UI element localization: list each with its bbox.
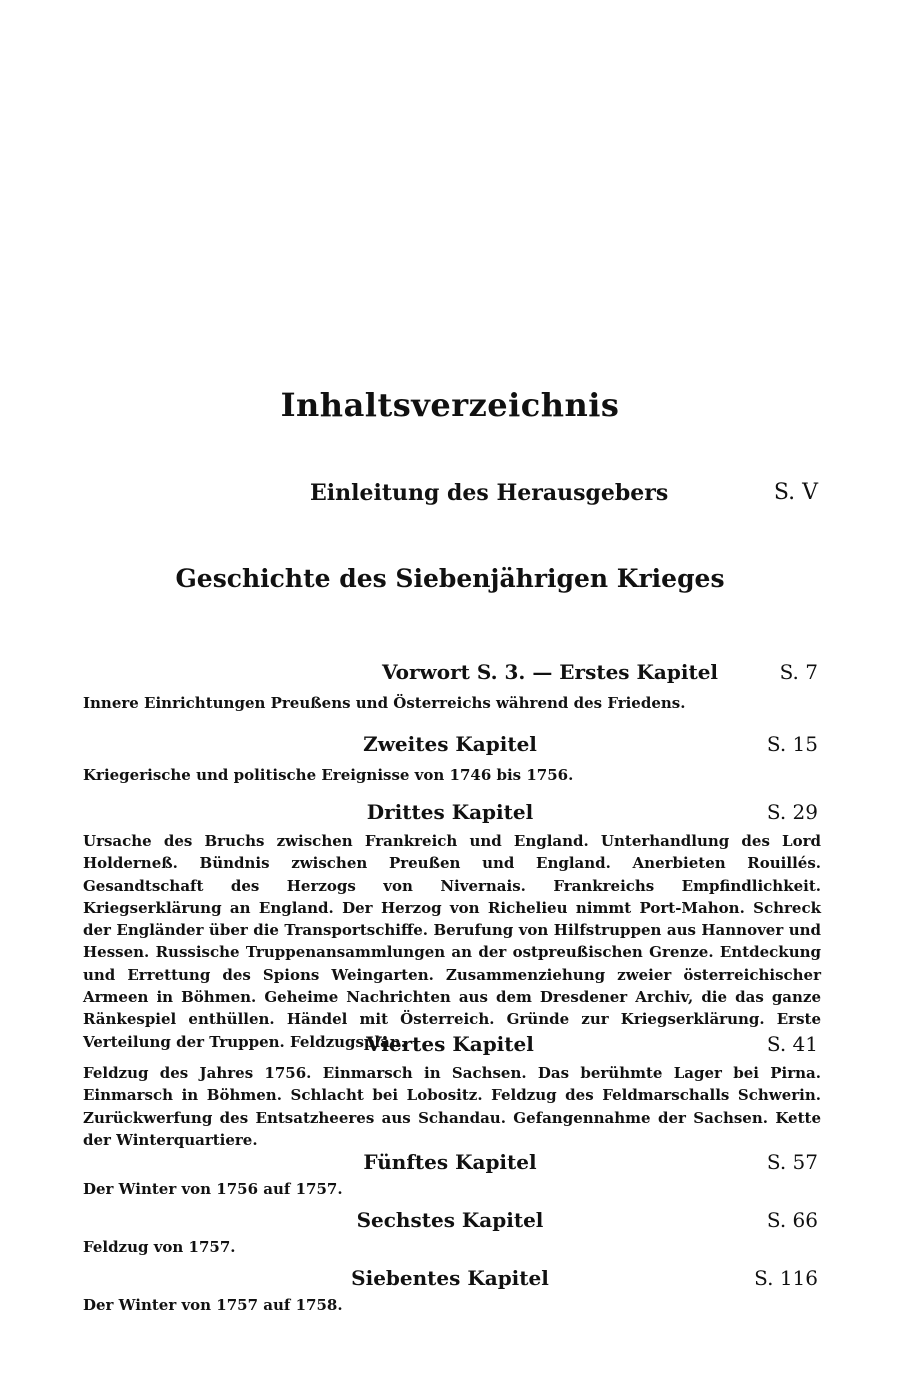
- chapter-page: S. 15: [766, 732, 818, 756]
- chapter-title: Fünftes Kapitel: [363, 1150, 537, 1174]
- chapter-description: Innere Einrichtungen Preußens und Österreichs während des Friedens.: [83, 694, 686, 712]
- introduction-label: Einleitung des Herausgebers: [310, 480, 669, 506]
- chapter-title: Viertes Kapitel: [366, 1032, 534, 1056]
- chapter-description: Ursache des Bruchs zwischen Frankreich und England. Unterhandlung des Lord Holderneß. Bündnis zwischen Preußen und England. Anerbieten Rouillés. Gesandtschaft des Herzogs von Nivernais. Frankreichs Empfindlichkeit. Kriegserklärung an England. Der Herzog von Richelieu nimmt Port-Mahon. Schreck der Engländer über die Transportschiffe. Berufung von Hilfstruppen aus Hannover und Hessen. Russische Truppenansammlungen an der ostpreußischen Grenze. Entdeckung und Errettung des Spions Weingarten. Zusammenziehung zweier österreichischer Armeen in Böhmen. Geheime Nachrichten aus dem Dresdener Archiv, die das ganze Ränkespiel enthüllen. Händel mit Österreich. Gründe zur Kriegserklärung. Erste Verteilung der Truppen. Feldzugsplan.: [83, 832, 821, 1051]
- chapter-title: Drittes Kapitel: [366, 800, 534, 824]
- chapter-title: Vorwort S. 3. — Erstes Kapitel: [381, 660, 719, 684]
- chapter-entry: [0, 732, 900, 762]
- chapter-page: S. 41: [766, 1032, 818, 1056]
- chapter-page: S. 7: [779, 660, 818, 684]
- chapter-entry: [0, 660, 900, 690]
- chapter-entry: [0, 1150, 900, 1180]
- chapter-description: Feldzug von 1757.: [83, 1238, 236, 1256]
- chapter-entry: [0, 1208, 900, 1238]
- page-title: Inhaltsverzeichnis: [280, 386, 620, 424]
- chapter-title: Sechstes Kapitel: [356, 1208, 544, 1232]
- chapter-entry: [0, 800, 900, 830]
- introduction-entry: [0, 480, 900, 512]
- introduction-page: S. V: [773, 480, 818, 505]
- chapter-page: S. 29: [766, 800, 818, 824]
- chapter-entry: [0, 1032, 900, 1062]
- chapter-entry: [0, 1266, 900, 1296]
- chapter-description: Der Winter von 1756 auf 1757.: [83, 1180, 343, 1198]
- chapter-page: S. 57: [766, 1150, 818, 1174]
- chapter-page: S. 66: [766, 1208, 818, 1232]
- section-title: Geschichte des Siebenjährigen Krieges: [175, 564, 725, 593]
- chapter-description: Der Winter von 1757 auf 1758.: [83, 1296, 343, 1314]
- chapter-description: Kriegerische und politische Ereignisse von 1746 bis 1756.: [83, 766, 574, 784]
- chapter-page: S. 116: [754, 1266, 818, 1290]
- chapter-title: Siebentes Kapitel: [351, 1266, 549, 1290]
- chapter-title: Zweites Kapitel: [363, 732, 537, 756]
- chapter-description: Feldzug des Jahres 1756. Einmarsch in Sachsen. Das berühmte Lager bei Pirna. Einmarsch in Böhmen. Schlacht bei Lobositz. Feldzug des Feldmarschalls Schwerin. Zurückwerfung des Entsatzheeres aus Schandau. Gefangennahme der Sachsen. Kette der Winterquartiere.: [83, 1064, 821, 1149]
